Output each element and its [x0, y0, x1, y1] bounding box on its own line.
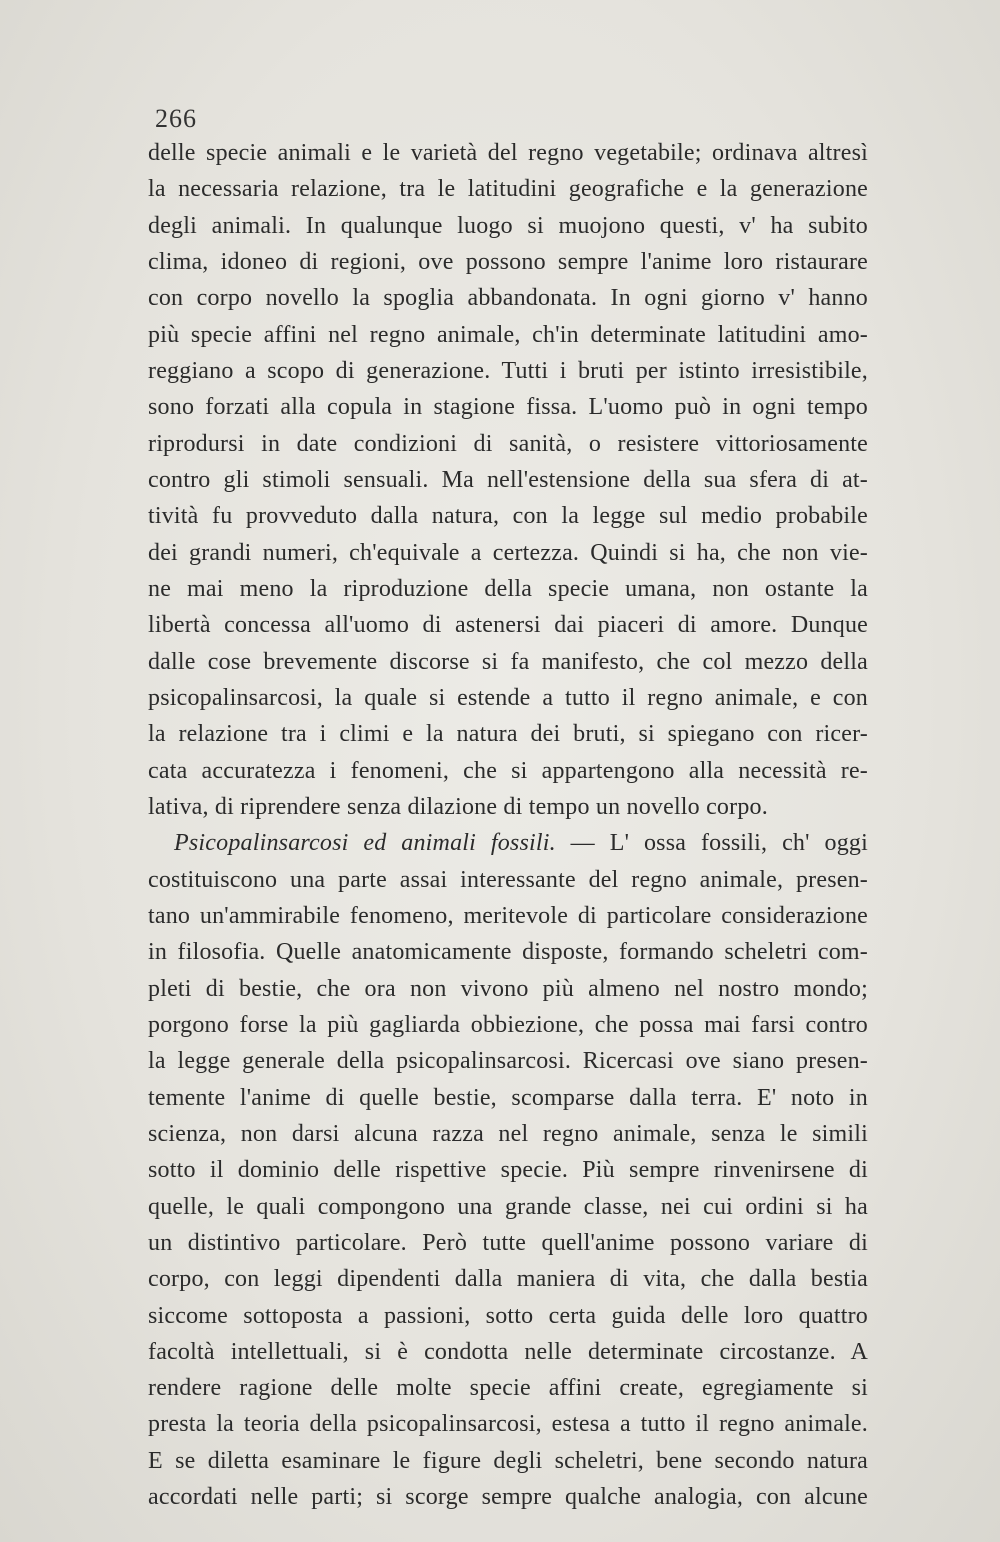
text-line: sono forzati alla copula in stagione fissa. L'uomo può in ogni tempo	[148, 394, 868, 421]
text-line: la legge generale della psicopalinsarcosi. Ricercasi ove siano presen-	[148, 1048, 868, 1075]
text-line: ne mai meno la riproduzione della specie umana, non ostante la	[148, 575, 868, 602]
section-heading: Psicopalinsarcosi ed animali fossili.	[174, 830, 556, 857]
text-line: costituiscono una parte assai interessante del regno animale, presen-	[148, 866, 868, 893]
text-line: quelle, le quali compongono una grande classe, nei cui ordini si ha	[148, 1193, 868, 1220]
text-line: clima, idoneo di regioni, ove possono sempre l'anime loro ristaurare	[148, 248, 868, 275]
text-line: sotto il dominio delle rispettive specie. Più sempre rinvenirsene di	[148, 1157, 868, 1184]
text-line: cata accuratezza i fenomeni, che si appartengono alla necessità re-	[148, 757, 868, 784]
text-line: delle specie animali e le varietà del regno vegetabile; ordinava altresì	[148, 140, 868, 166]
text-line: in filosofia. Quelle anatomicamente disposte, formando scheletri com-	[148, 939, 868, 966]
text-line: degli animali. In qualunque luogo si muojono questi, v' ha subito	[148, 212, 868, 239]
text-line: riprodursi in date condizioni di sanità, o resistere vittoriosamente	[148, 430, 868, 457]
body-text	[148, 135, 868, 1515]
text-line: facoltà intellettuali, si è condotta nelle determinate circostanze. A	[148, 1338, 868, 1365]
text-line: un distintivo particolare. Però tutte quell'anime possono variare di	[148, 1229, 868, 1256]
text-line: temente l'anime di quelle bestie, scomparse dalla terra. E' noto in	[148, 1084, 868, 1111]
text-line: tano un'ammirabile fenomeno, meritevole di particolare considerazione	[148, 902, 868, 929]
text-line: dalle cose brevemente discorse si fa manifesto, che col mezzo della	[148, 648, 868, 675]
text-line: scienza, non darsi alcuna razza nel regno animale, senza le simili	[148, 1120, 868, 1147]
page-number: 266	[155, 104, 197, 133]
text-line: corpo, con leggi dipendenti dalla maniera di vita, che dalla bestia	[148, 1266, 868, 1293]
text-line: porgono forse la più gagliarda obbiezione, che possa mai farsi contro	[148, 1011, 868, 1038]
text-line: lativa, di riprendere senza dilazione di tempo un novello corpo.	[148, 793, 768, 820]
text-line: pleti di bestie, che ora non vivono più almeno nel nostro mondo;	[148, 975, 868, 1002]
text-line: presta la teoria della psicopalinsarcosi, estesa a tutto il regno animale.	[148, 1411, 868, 1438]
text-line: accordati nelle parti; si scorge sempre qualche analogia, con alcune	[148, 1484, 868, 1511]
text-line: la necessaria relazione, tra le latitudini geografiche e la generazione	[148, 176, 868, 203]
text-line: la relazione tra i climi e la natura dei bruti, si spiegano con ricer-	[148, 721, 868, 748]
text-line: siccome sottoposta a passioni, sotto certa guida delle loro quattro	[148, 1302, 868, 1329]
text-line: tività fu provveduto dalla natura, con la legge sul medio probabile	[148, 503, 868, 530]
text-line: con corpo novello la spoglia abbandonata. In ogni giorno v' hanno	[148, 285, 868, 312]
section-first-line-text: — L' ossa fossili, ch' oggi	[555, 830, 868, 857]
text-line: libertà concessa all'uomo di astenersi dai piaceri di amore. Dunque	[148, 612, 868, 639]
section-first-line	[148, 825, 868, 861]
text-line: dei grandi numeri, ch'equivale a certezza. Quindi si ha, che non vie-	[148, 539, 868, 566]
text-line: psicopalinsarcosi, la quale si estende a tutto il regno animale, e con	[148, 684, 868, 711]
text-line: reggiano a scopo di generazione. Tutti i bruti per istinto irresistibile,	[148, 357, 868, 384]
text-line: contro gli stimoli sensuali. Ma nell'estensione della sua sfera di at-	[148, 466, 868, 493]
text-line: rendere ragione delle molte specie affini create, egregiamente si	[148, 1375, 868, 1402]
text-line: più specie affini nel regno animale, ch'in determinate latitudini amo-	[148, 321, 868, 348]
text-line: E se diletta esaminare le figure degli scheletri, bene secondo natura	[148, 1447, 868, 1474]
